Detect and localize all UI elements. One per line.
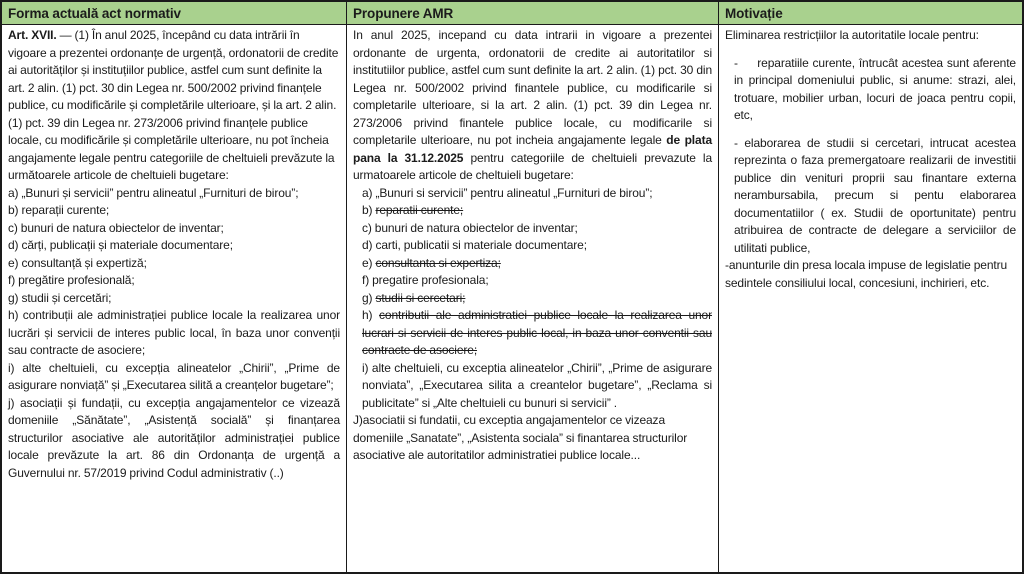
paragraph (8, 290, 340, 308)
paragraph (353, 272, 712, 290)
text-run: J)asociatii si fundatii, cu exceptia angajamentelor ce vizeaza domeniile „Sanatate”, „Asistenta sociala” si finantarea structurilor asociative ale autoritatilor administratiei publice locale... (353, 413, 688, 462)
text-run: In anul 2025, incepand cu data intrarii in vigoare a prezentei ordonante de urgenta, ordonatorii de credite ai autoritatilor si institutiilor publice, astfel cum sunt definite la art. 2 alin. (1) pct. 30 din Legea nr. 500/2002 privind finantele publice, cu modificarile si completarile ulterioare, si la art. 2 alin. (1) pct. 39 din Legea nr. 273/2006 privind finantele publice locale, cu modificarile si completarile ulterioare, nu pot incheia angajamente legale (353, 28, 712, 147)
paragraph (725, 135, 1016, 258)
paragraph (8, 27, 340, 185)
text-run: - elaborarea de studii si cercetari, intrucat acestea reprezinta o faza premergatoare realizarii de investitii publice din venituri proprii sau finantare externa nerambursabila, precum si pentu elaborarea documentatiilor ( ex. Studii de oportunitate) pentru atribuirea de contracte de delegare a serviciilor de utilitati publice, (734, 135, 1016, 255)
paragraph (8, 185, 340, 203)
bold-text-run: de plata pana la 31.12.2025 (353, 133, 713, 165)
text-run: b) reparații curente; (8, 203, 110, 217)
column-body-forma-actuala (2, 25, 346, 572)
column-header-forma-actuala: Forma actuală act normativ (2, 2, 346, 25)
text-run: h) (362, 308, 380, 322)
text-run: b) (362, 203, 376, 217)
text-run: f) pregatire profesionala; (362, 273, 489, 287)
paragraph (8, 202, 340, 220)
paragraph (8, 307, 340, 360)
column-header-motivatie: Motivație (719, 2, 1022, 25)
paragraph (725, 55, 1016, 125)
paragraph (353, 27, 712, 185)
paragraph (8, 272, 340, 290)
text-run: j) asociații și fundații, cu excepția angajamentelor ce vizează domeniile „Sănătate”, „Asistență socială” și finanțarea structurilor asociative ale autorităților administrației publice locale prevăzute la art. 86 din Ordonanța de urgență a Guvernului nr. 57/2019 privind Codul administrativ (..) (8, 395, 340, 480)
paragraph (725, 257, 1016, 292)
column-body-propunere-amr (347, 25, 718, 572)
struck-text-run: contributii ale administratiei publice locale la realizarea unor lucrari si servicii de interes public local, in baza unor conventii sau contracte de asociere; (362, 308, 712, 357)
paragraph (8, 395, 340, 483)
text-run: d) cărți, publicații și materiale documentare; (8, 238, 233, 252)
text-run: g) (362, 290, 376, 305)
paragraph (8, 237, 340, 255)
paragraph (353, 220, 712, 238)
column-propunere-amr (347, 2, 719, 572)
text-run: i) alte cheltuieli, cu excepția alineatelor „Chirii”, „Prime de asigurare nonviață” și „Executarea silită a creanțelor bugetare”; (8, 360, 340, 392)
paragraph (353, 360, 712, 413)
text-run: Eliminarea restricțiilor la autoritatile locale pentru: (725, 28, 979, 42)
text-run: e) (362, 255, 376, 270)
paragraph (8, 255, 340, 273)
text-run: c) bunuri de natura obiectelor de inventar; (362, 220, 578, 235)
paragraph (353, 255, 712, 273)
text-run: pentru categoriile de cheltuieli prevazute la urmatoarele articole de cheltuieli bugetare: (353, 150, 713, 182)
column-motivatie (719, 2, 1022, 572)
text-run: — (1) În anul 2025, începând cu data intrării în vigoare a prezentei ordonanțe de urgență, ordonatorii de credite ai autorităților și instituțiilor publice, astfel cum sunt definite la art. 2 alin. (1) pct. 30 din Legea nr. 500/2002 privind finanțele publice, cu modificările și completările ulterioare, și la art. 2 alin. (1) pct. 39 din Legea nr. 273/2006 privind finanțele publice locale, cu modificările și completările ulterioare, nu pot încheia angajamente legale pentru categoriile de cheltuieli prevăzute la următoarele articole de cheltuieli bugetare: (8, 28, 339, 182)
text-run: c) bunuri de natura obiectelor de inventar; (8, 220, 224, 235)
text-run: d) carti, publicatii si materiale documentare; (362, 238, 587, 252)
text-run: e) consultanță și expertiză; (8, 255, 147, 270)
paragraph (353, 237, 712, 255)
text-run: h) contribuții ale administrației publice locale la realizarea unor lucrări și servicii de interes public local, în baza unor convenții sau contracte de asociere; (8, 308, 340, 357)
text-run: -anunturile din presa locala impuse de legislatie pentru sedintele consiliului local, concesiuni, inchirieri, etc. (725, 258, 1008, 290)
column-forma-actuala (2, 2, 347, 572)
paragraph (353, 412, 712, 465)
text-run: f) pregătire profesională; (8, 273, 135, 287)
paragraph (353, 202, 712, 220)
text-run: a) „Bunuri si servicii” pentru alineatul „Furnituri de birou”; (362, 185, 653, 200)
column-header-propunere-amr: Propunere AMR (347, 2, 718, 25)
struck-text-run: studii si cercetari; (375, 290, 466, 305)
bold-text-run: Art. XVII. (8, 28, 57, 42)
struck-text-run: consultanta si expertiza; (375, 255, 501, 270)
text-run: i) alte cheltuieli, cu exceptia alineatelor „Chirii”, „Prime de asigurare nonviata”, „Executarea silita a creantelor bugetare”, „Reclama si publicitate” si „Alte cheltuieli cu bunuri si servicii” . (362, 360, 712, 410)
paragraph (725, 27, 1016, 45)
column-body-motivatie (719, 25, 1022, 572)
struck-text-run: reparatii curente; (375, 203, 464, 217)
paragraph (353, 307, 712, 360)
text-run: a) „Bunuri și servicii” pentru alineatul „Furnituri de birou”; (8, 185, 299, 200)
paragraph (353, 185, 712, 203)
text-run: g) studii și cercetări; (8, 290, 112, 305)
text-run: - reparatiile curente, întrucât acestea sunt aferente in principal domeniului public, si anume: strazi, alei, trotuare, mobilier urban, locuri de joaca pentru copii, etc, (734, 55, 1016, 122)
paragraph (8, 220, 340, 238)
paragraph (8, 360, 340, 395)
paragraph (353, 290, 712, 308)
